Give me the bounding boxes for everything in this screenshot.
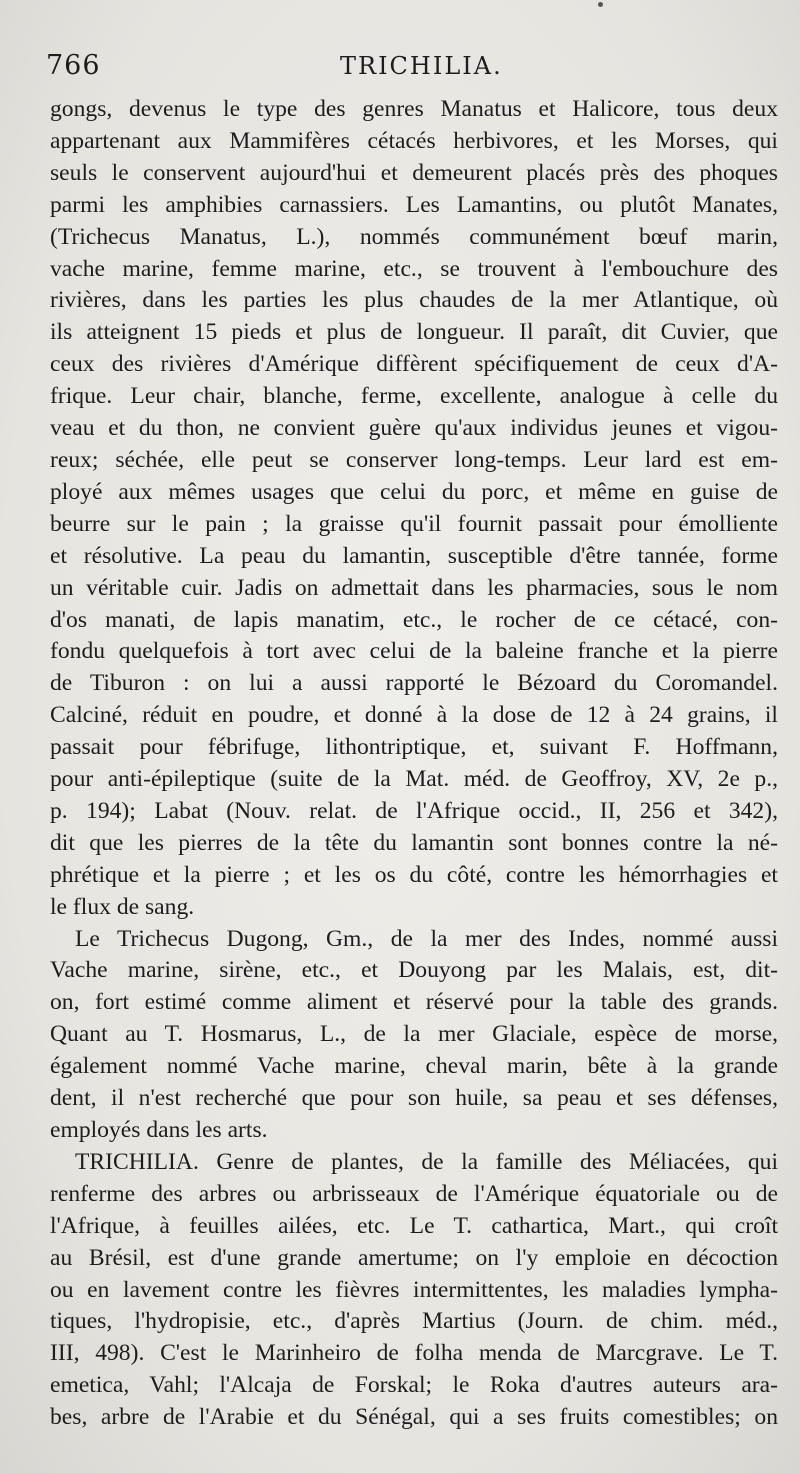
text-line: bes, arbre de l'Arabie et du Sénégal, qui a ses fruits comestibles; on [50, 1404, 778, 1431]
text-line: tiques, l'hydropisie, etc., d'après Martius (Journ. de chim. méd., [50, 1308, 778, 1335]
text-line: ceux des rivières d'Amérique diffèrent spécifiquement de ceux d'A- [50, 351, 778, 378]
text-line: beurre sur le pain ; la graisse qu'il fournit passait pour émolliente [50, 510, 778, 537]
text-line: ils atteignent 15 pieds et plus de longueur. Il paraît, dit Cuvier, que [50, 319, 778, 346]
text-line: renferme des arbres ou arbrisseaux de l'Amérique équatoriale ou de [50, 1180, 778, 1207]
page-number: 766 [46, 50, 101, 81]
text-line: au Brésil, est d'une grande amertume; on l'y emploie en décoction [50, 1244, 778, 1271]
text-line: appartenant aux Mammifères cétacés herbivores, et les Morses, qui [50, 127, 778, 154]
text-line: pour anti-épileptique (suite de la Mat. méd. de Geoffroy, XV, 2e p., [50, 766, 778, 793]
text-line: rivières, dans les parties les plus chaudes de la mer Atlantique, où [50, 287, 778, 314]
text-line: ou en lavement contre les fièvres intermittentes, les maladies lympha- [50, 1276, 778, 1303]
text-line: l'Afrique, à feuilles ailées, etc. Le T. cathartica, Mart., qui croît [50, 1212, 778, 1239]
text-line: ployé aux mêmes usages que celui du porc, et même en guise de [50, 478, 778, 505]
text-line: passait pour fébrifuge, lithontriptique, et, suivant F. Hoffmann, [50, 734, 778, 761]
text-line: dent, il n'est recherché que pour son huile, sa peau et ses défenses, [50, 1085, 778, 1112]
text-line: on, fort estimé comme aliment et réservé pour la table des grands. [50, 989, 778, 1016]
text-line: emetica, Vahl; l'Alcaja de Forskal; le Roka d'autres auteurs ara- [50, 1372, 778, 1399]
text-line: vache marine, femme marine, etc., se trouvent à l'embouchure des [50, 255, 778, 282]
text-line: phrétique et la pierre ; et les os du côté, contre les hémorrhagies et [50, 861, 778, 888]
text-line: Calciné, réduit en poudre, et donné à la dose de 12 à 24 grains, il [50, 702, 778, 729]
text-line: (Trichecus Manatus, L.), nommés communément bœuf marin, [50, 223, 778, 250]
text-line: dit que les pierres de la tête du lamantin sont bonnes contre la né- [50, 829, 778, 856]
text-line: également nommé Vache marine, cheval marin, bête à la grande [50, 1053, 778, 1080]
text-line: d'os manati, de lapis manatim, etc., le rocher de ce cétacé, con- [50, 606, 778, 633]
text-line: et résolutive. La peau du lamantin, susceptible d'être tannée, forme [50, 542, 778, 569]
text-line: un véritable cuir. Jadis on admettait dans les pharmacies, sous le nom [50, 574, 778, 601]
text-line: employés dans les arts. [50, 1117, 268, 1143]
text-line: p. 194); Labat (Nouv. relat. de l'Afrique occid., II, 256 et 342), [50, 797, 778, 824]
text-line: fondu quelquefois à tort avec celui de la baleine franche et la pierre [50, 638, 778, 665]
text-line: gongs, devenus le type des genres Manatus et Halicore, tous deux [50, 96, 778, 122]
body-text [50, 94, 778, 1434]
text-line: veau et du thon, ne convient guère qu'aux individus jeunes et vigou- [50, 415, 778, 442]
text-line: le flux de sang. [50, 893, 195, 920]
text-line: TRICHILIA. Genre de plantes, de la famille des Méliacées, qui [75, 1148, 778, 1175]
text-line: Le Trichecus Dugong, Gm., de la mer des Indes, nommé aussi [75, 925, 778, 952]
ink-speck [598, 2, 603, 7]
running-title: TRICHILIA. [340, 52, 503, 80]
running-head [46, 48, 778, 88]
text-line: reux; séchée, elle peut se conserver long-temps. Leur lard est em- [50, 446, 778, 473]
text-line: Quant au T. Hosmarus, L., de la mer Glaciale, espèce de morse, [50, 1021, 778, 1048]
text-line: parmi les amphibies carnassiers. Les Lamantins, ou plutôt Manates, [50, 191, 778, 218]
text-line: de Tiburon : on lui a aussi rapporté le Bézoard du Coromandel. [50, 670, 778, 697]
text-line: Vache marine, sirène, etc., et Douyong par les Malais, est, dit- [50, 957, 778, 984]
text-line: seuls le conservent aujourd'hui et demeurent placés près des phoques [50, 159, 778, 186]
text-line: frique. Leur chair, blanche, ferme, excellente, analogue à celle du [50, 383, 778, 410]
text-line: III, 498). C'est le Marinheiro de folha menda de Marcgrave. Le T. [50, 1340, 778, 1367]
